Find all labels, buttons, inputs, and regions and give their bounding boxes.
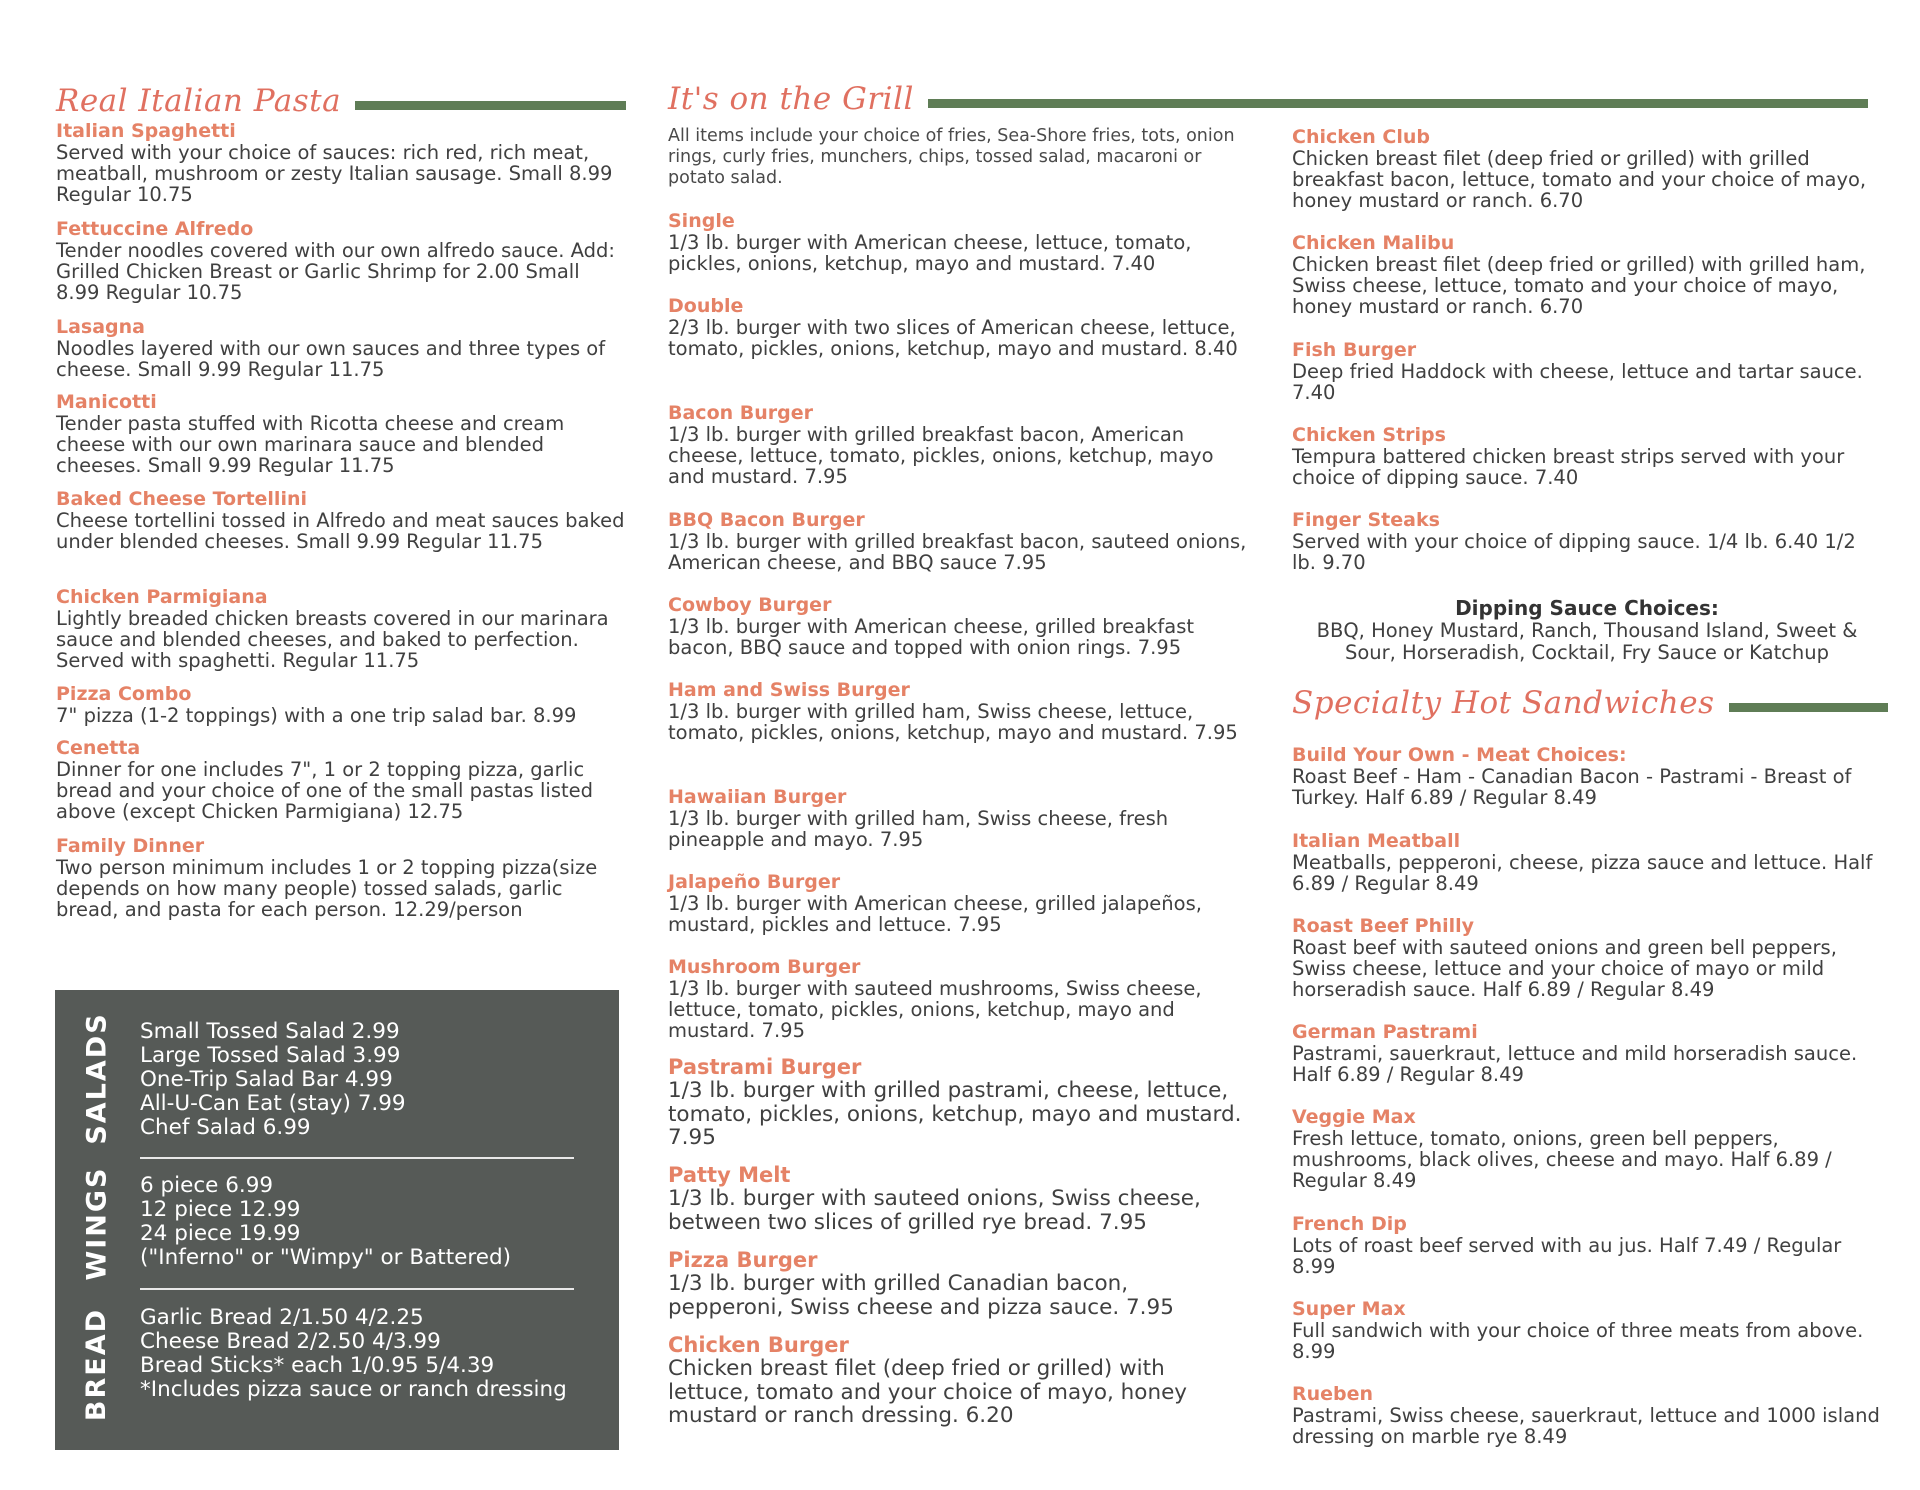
item-desc: Cheese tortellini tossed in Alfredo and meat sauces baked under blended cheeses. Small 9.99 Regular 11.75 — [56, 509, 625, 553]
list-item: Small Tossed Salad 2.99 — [140, 1019, 400, 1044]
menu-item — [1292, 744, 1882, 808]
list-item: ("Inferno" or "Wimpy" or Battered) — [140, 1245, 511, 1270]
menu-item — [668, 210, 1248, 274]
menu-item — [56, 835, 626, 920]
item-desc: Tempura battered chicken breast strips served with your choice of dipping sauce. 7.40 — [1292, 445, 1845, 489]
menu-item — [1292, 1021, 1882, 1085]
item-desc: 1/3 lb. burger with American cheese, grilled jalapeños, mustard, pickles and lettuce. 7.95 — [668, 892, 1202, 936]
item-name: Hawaiian Burger — [668, 786, 847, 808]
item-desc: Served with your choice of dipping sauce. 1/4 lb. 6.40 1/2 lb. 9.70 — [1292, 530, 1856, 574]
item-name: Single — [668, 210, 735, 232]
sides-box — [55, 990, 619, 1450]
item-desc: Full sandwich with your choice of three meats from above. 8.99 — [1292, 1319, 1864, 1363]
list-item: Garlic Bread 2/1.50 4/2.25 — [140, 1305, 424, 1330]
menu-item — [1292, 232, 1882, 317]
item-desc: 1/3 lb. burger with sauteed onions, Swiss cheese, between two slices of grilled rye bread. 7.95 — [668, 1186, 1201, 1235]
menu-item — [1292, 1106, 1882, 1191]
item-desc: 1/3 lb. burger with grilled ham, Swiss cheese, lettuce, tomato, pickles, onions, ketchup, mayo and mustard. 7.95 — [668, 700, 1238, 744]
item-desc: Served with your choice of sauces: rich red, rich meat, meatball, mushroom or zesty Italian sausage. Small 8.99 Regular 10.75 — [56, 141, 613, 206]
item-name: Fish Burger — [1292, 339, 1417, 361]
menu-item — [56, 316, 626, 380]
dipping-text: BBQ, Honey Mustard, Ranch, Thousand Island, Sweet & Sour, Horseradish, Cocktail, Fry Sauce or Katchup — [1316, 619, 1858, 664]
menu-item — [668, 1333, 1248, 1428]
item-desc: Pastrami, sauerkraut, lettuce and mild horseradish sauce. Half 6.89 / Regular 8.49 — [1292, 1042, 1858, 1086]
item-desc: Lightly breaded chicken breasts covered in our marinara sauce and blended cheeses, and baked to perfection. Served with spaghetti. Regular 11.75 — [56, 607, 609, 672]
list-item: *Includes pizza sauce or ranch dressing — [140, 1377, 567, 1402]
item-name: Chicken Parmigiana — [56, 586, 268, 608]
menu-item — [668, 402, 1248, 487]
sandwiches-header — [1292, 678, 1888, 728]
item-name: Chicken Club — [1292, 126, 1430, 148]
item-desc: 2/3 lb. burger with two slices of American cheese, lettuce, tomato, pickles, onions, ketchup, mayo and mustard. 8.40 — [668, 316, 1238, 360]
header-bar — [355, 101, 626, 110]
dipping-sauce-block — [1292, 596, 1882, 664]
item-name: Double — [668, 295, 744, 317]
salads-list — [140, 1020, 599, 1140]
item-desc: Roast beef with sauteed onions and green bell peppers, Swiss cheese, lettuce and your choice of mayo or mild horseradish sauce. Half 6.89 / Regular 8.49 — [1292, 936, 1837, 1001]
menu-item — [668, 956, 1248, 1041]
item-name: Pastrami Burger — [668, 1055, 862, 1079]
item-desc: Chicken breast filet (deep fried or grilled) with grilled ham, Swiss cheese, lettuce, tomato and your choice of mayo, honey mustard or ranch. 6.70 — [1292, 253, 1866, 318]
item-desc: 1/3 lb. burger with grilled pastrami, cheese, lettuce, tomato, pickles, onions, ketchup, mayo and mustard. 7.95 — [668, 1078, 1242, 1150]
grill-title: It's on the Grill — [668, 81, 914, 117]
menu-item — [668, 786, 1248, 850]
list-item: 24 piece 19.99 — [140, 1221, 301, 1246]
item-name: Cowboy Burger — [668, 594, 832, 616]
item-name: French Dip — [1292, 1213, 1407, 1235]
list-item: 12 piece 12.99 — [140, 1197, 301, 1222]
list-item: Bread Sticks* each 1/0.95 5/4.39 — [140, 1353, 495, 1378]
divider — [140, 1157, 574, 1159]
menu-item — [56, 391, 626, 476]
dipping-title: Dipping Sauce Choices: — [1455, 596, 1719, 620]
menu-item — [668, 295, 1248, 359]
list-item: Cheese Bread 2/2.50 4/3.99 — [140, 1329, 441, 1354]
menu-item — [668, 509, 1248, 573]
menu-item — [56, 218, 626, 303]
item-desc: Dinner for one includes 7", 1 or 2 topping pizza, garlic bread and your choice of one of the small pastas listed above (except Chicken Parmigiana) 12.75 — [56, 758, 594, 823]
item-name: Jalapeño Burger — [668, 871, 841, 893]
item-name: Chicken Burger — [668, 1333, 849, 1357]
header-bar — [928, 99, 1868, 108]
item-desc: Roast Beef - Ham - Canadian Bacon - Pastrami - Breast of Turkey. Half 6.89 / Regular 8.49 — [1292, 765, 1852, 809]
list-item: Chef Salad 6.99 — [140, 1115, 311, 1140]
list-item: 6 piece 6.99 — [140, 1173, 274, 1198]
item-name: Chicken Malibu — [1292, 232, 1455, 254]
item-desc: Two person minimum includes 1 or 2 topping pizza(size depends on how many people) tossed salads, garlic bread, and pasta for each person. 12.29/person — [56, 856, 598, 921]
item-desc: Tender noodles covered with our own alfredo sauce. Add: Grilled Chicken Breast or Garlic Shrimp for 2.00 Small 8.99 Regular 10.75 — [56, 239, 616, 304]
item-name: Pizza Combo — [56, 683, 192, 705]
item-name: Italian Meatball — [1292, 830, 1461, 852]
item-name: Manicotti — [56, 391, 157, 413]
menu-item — [56, 737, 626, 822]
item-name: Cenetta — [56, 737, 141, 759]
item-name: Baked Cheese Tortellini — [56, 488, 307, 510]
menu-item — [668, 1055, 1248, 1150]
item-name: Pizza Burger — [668, 1248, 818, 1272]
item-name: Lasagna — [56, 316, 146, 338]
item-name: Mushroom Burger — [668, 956, 861, 978]
pasta-header — [56, 76, 626, 126]
item-desc: 1/3 lb. burger with grilled Canadian bacon, pepperoni, Swiss cheese and pizza sauce. 7.95 — [668, 1271, 1174, 1320]
item-name: Family Dinner — [56, 835, 205, 857]
item-name: Finger Steaks — [1292, 509, 1440, 531]
salads-label: SALADS — [81, 1011, 113, 1145]
menu-item — [1292, 915, 1882, 1000]
menu-item — [1292, 1213, 1882, 1277]
bread-list — [140, 1306, 599, 1402]
item-name: Super Max — [1292, 1298, 1406, 1320]
wings-label: WINGS — [81, 1165, 113, 1281]
item-desc: Deep fried Haddock with cheese, lettuce and tartar sauce. 7.40 — [1292, 360, 1863, 404]
grill-header — [668, 74, 1868, 124]
item-desc: 1/3 lb. burger with American cheese, lettuce, tomato, pickles, onions, ketchup, mayo and mustard. 7.40 — [668, 231, 1192, 275]
item-name: Roast Beef Philly — [1292, 915, 1475, 937]
item-name: Bacon Burger — [668, 402, 813, 424]
list-item: One-Trip Salad Bar 4.99 — [140, 1067, 393, 1092]
menu-item — [1292, 1383, 1882, 1447]
item-name: BBQ Bacon Burger — [668, 509, 865, 531]
menu-item — [668, 1248, 1248, 1319]
item-desc: Lots of roast beef served with au jus. Half 7.49 / Regular 8.99 — [1292, 1234, 1842, 1278]
item-name: Build Your Own - Meat Choices: — [1292, 744, 1627, 766]
item-desc: 1/3 lb. burger with grilled breakfast bacon, sauteed onions, American cheese, and BBQ sauce 7.95 — [668, 530, 1247, 574]
grill-intro: All items include your choice of fries, Sea-Shore fries, tots, onion rings, curly fries, munchers, chips, tossed salad, macaroni or potato salad. — [668, 126, 1235, 188]
pasta-title: Real Italian Pasta — [56, 83, 342, 119]
menu-item — [1292, 339, 1882, 403]
item-desc: 1/3 lb. burger with grilled breakfast bacon, American cheese, lettuce, tomato, pickles, onions, ketchup, mayo and mustard. 7.95 — [668, 423, 1214, 488]
item-desc: 1/3 lb. burger with grilled ham, Swiss cheese, fresh pineapple and mayo. 7.95 — [668, 807, 1169, 851]
item-name: Italian Spaghetti — [56, 120, 236, 142]
item-desc: Noodles layered with our own sauces and three types of cheese. Small 9.99 Regular 11.75 — [56, 337, 606, 381]
menu-item — [1292, 830, 1882, 894]
header-bar — [1729, 703, 1889, 712]
list-item: All-U-Can Eat (stay) 7.99 — [140, 1091, 406, 1116]
wings-section — [55, 1160, 619, 1280]
item-desc: Pastrami, Swiss cheese, sauerkraut, lettuce and 1000 island dressing on marble rye 8.49 — [1292, 1404, 1880, 1448]
menu-item — [668, 871, 1248, 935]
menu-item — [56, 488, 626, 552]
menu-item — [668, 594, 1248, 658]
item-desc: Chicken breast filet (deep fried or grilled) with lettuce, tomato and your choice of mayo, honey mustard or ranch dressing. 6.20 — [668, 1356, 1188, 1428]
menu-item — [668, 1163, 1248, 1234]
menu-item — [56, 683, 626, 726]
bread-section — [55, 1290, 619, 1450]
item-desc: 1/3 lb. burger with American cheese, grilled breakfast bacon, BBQ sauce and topped with onion rings. 7.95 — [668, 615, 1195, 659]
item-name: Ham and Swiss Burger — [668, 679, 910, 701]
item-name: Patty Melt — [668, 1163, 791, 1187]
menu-item — [1292, 126, 1882, 211]
item-desc: 7" pizza (1-2 toppings) with a one trip salad bar. 8.99 — [56, 704, 577, 727]
menu-item — [1292, 424, 1882, 488]
menu-item — [1292, 1298, 1882, 1362]
item-name: Rueben — [1292, 1383, 1374, 1405]
item-desc: Meatballs, pepperoni, cheese, pizza sauce and lettuce. Half 6.89 / Regular 8.49 — [1292, 851, 1873, 895]
list-item: Large Tossed Salad 3.99 — [140, 1043, 401, 1068]
item-desc: 1/3 lb. burger with sauteed mushrooms, Swiss cheese, lettuce, tomato, pickles, onions, ketchup, mayo and mustard. 7.95 — [668, 977, 1202, 1042]
bread-label: BREAD — [81, 1307, 113, 1421]
menu-item — [1292, 509, 1882, 573]
menu-item — [668, 679, 1248, 743]
menu-item — [56, 120, 626, 205]
salads-section — [55, 990, 619, 1155]
menu-item — [56, 586, 626, 671]
item-name: Chicken Strips — [1292, 424, 1446, 446]
item-name: Veggie Max — [1292, 1106, 1416, 1128]
item-name: Fettuccine Alfredo — [56, 218, 254, 240]
item-desc: Fresh lettuce, tomato, onions, green bell peppers, mushrooms, black olives, cheese and mayo. Half 6.89 / Regular 8.49 — [1292, 1127, 1832, 1192]
item-desc: Chicken breast filet (deep fried or grilled) with grilled breakfast bacon, lettuce, tomato and your choice of mayo, honey mustard or ranch. 6.70 — [1292, 147, 1867, 212]
wings-list — [140, 1174, 599, 1270]
item-name: German Pastrami — [1292, 1021, 1478, 1043]
item-desc: Tender pasta stuffed with Ricotta cheese and cream cheese with our own marinara sauce and blended cheeses. Small 9.99 Regular 11.75 — [56, 412, 565, 477]
sandwiches-title: Specialty Hot Sandwiches — [1292, 685, 1715, 721]
